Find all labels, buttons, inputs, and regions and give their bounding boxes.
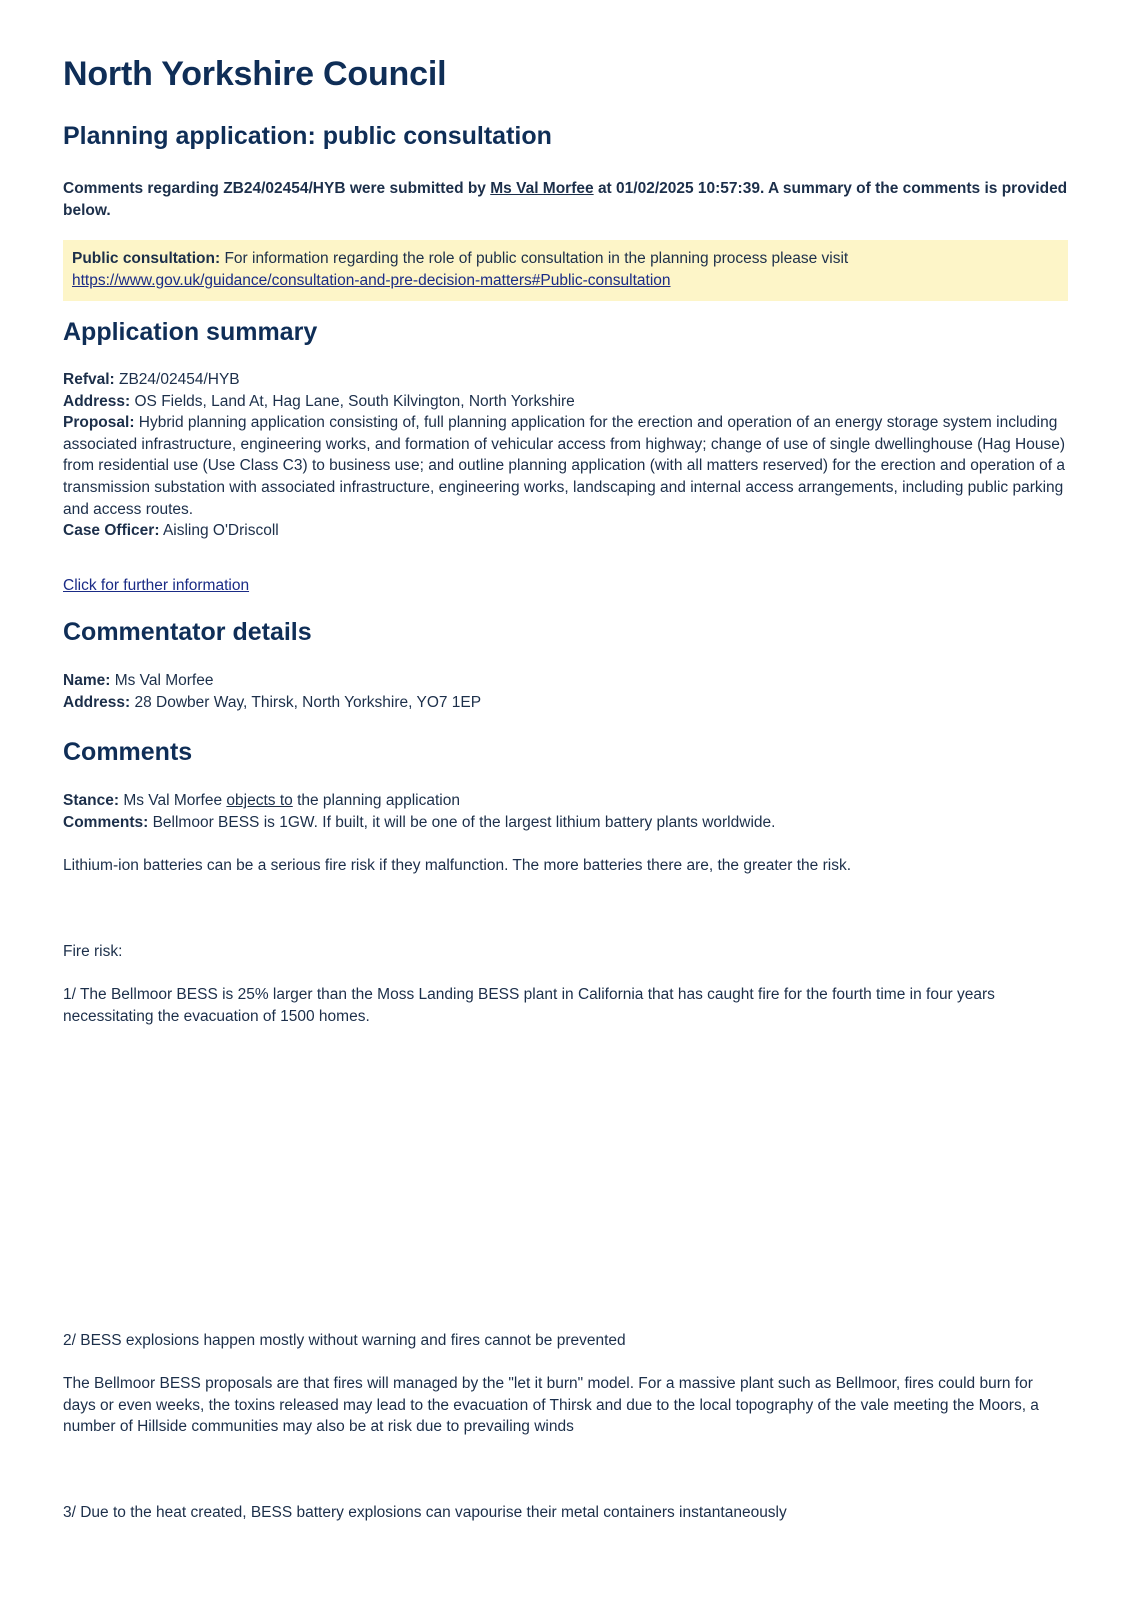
comments-first-text: Bellmoor BESS is 1GW. If built, it will be one of the largest lithium battery plants worldwide.: [152, 813, 776, 831]
intro-suffix: at 01/02/2025 10:57:39. A summary of the comments is provided below.: [63, 180, 1068, 219]
commenter-link[interactable]: Ms Val Morfee: [490, 180, 594, 197]
stance-label: Stance:: [63, 792, 119, 809]
case-officer-row: [63, 520, 1068, 542]
comment-paragraph-3: 3/ Due to the heat created, BESS battery explosions can vapourise their metal containers instantaneously: [63, 1504, 787, 1521]
comments-label: Comments:: [63, 813, 149, 831]
commentator-name-value: Ms Val Morfee: [114, 672, 214, 689]
comment-paragraph-1: 1/ The Bellmoor BESS is 25% larger than the Moss Landing BESS plant in California that has caught fire for the fourth time in four years necessitating the evacuation of 1500 homes.: [63, 986, 995, 1025]
stance-name: Ms Val Morfee: [123, 792, 223, 809]
case-officer-value: Aisling O'Driscoll: [162, 522, 279, 540]
commentator-address-label: Address:: [63, 693, 131, 711]
proposal-value: Hybrid planning application consisting of, full planning application for the erection and operation of an energy storage system including associated infrastructure, engineering works, and formation of vehicular access from highway; change of use of single dwellinghouse (Hag House) from residential use (Use Class C3) to business use; and outline planning application (with all matters reserved) for the erection and operation of a transmission substation with associated infrastructure, engineering works, landscaping and internal access arrangements, including public parking and access routes.: [63, 414, 1066, 518]
case-officer-label: Case Officer:: [63, 522, 160, 540]
commentator-details: [63, 670, 1068, 713]
comments-first-row: [63, 812, 1068, 834]
comments-block: [63, 790, 1068, 833]
application-summary: [63, 369, 1068, 542]
public-consultation-notice: [63, 240, 1068, 301]
commentator-name-row: [63, 670, 1068, 692]
refval-label: Refval:: [63, 371, 115, 388]
further-information-link[interactable]: Click for further information: [63, 577, 250, 594]
address-label: Address:: [63, 392, 131, 410]
commentator-address-value: 28 Dowber Way, Thirsk, North Yorkshire, YO7 1EP: [134, 693, 482, 711]
comment-paragraph-2b: The Bellmoor BESS proposals are that fires will managed by the "let it burn" model. For a massive plant such as Bellmoor, fires could burn for days or even weeks, the toxins released may lead to the evacuation of Thirsk and due to the local topography of the vale meeting the Moors, a number of Hillside communities may also be at risk due to prevailing winds: [63, 1375, 1039, 1436]
intro-statement: [63, 178, 1068, 222]
intro-prefix: Comments regarding ZB24/02454/HYB were submitted by: [63, 180, 486, 197]
stance-suffix: the planning application: [297, 792, 460, 809]
proposal-row: [63, 412, 1068, 520]
council-title: North Yorkshire Council: [63, 55, 447, 93]
application-summary-heading: Application summary: [63, 318, 318, 346]
comment-paragraph-2: 2/ BESS explosions happen mostly without warning and fires cannot be prevented: [63, 1332, 626, 1349]
address-row: [63, 391, 1068, 413]
page-title: Planning application: public consultation: [63, 122, 552, 150]
refval-row: [63, 369, 1068, 391]
consultation-guidance-link[interactable]: https://www.gov.uk/guidance/consultation-and-pre-decision-matters#Public-consultation: [72, 271, 671, 289]
stance-verb: objects to: [226, 792, 293, 809]
notice-text: For information regarding the role of public consultation in the planning process please visit: [224, 250, 849, 267]
commentator-details-heading: Commentator details: [63, 618, 312, 646]
refval-value: ZB24/02454/HYB: [119, 371, 240, 388]
address-value: OS Fields, Land At, Hag Lane, South Kilvington, North Yorkshire: [134, 392, 575, 410]
stance-row: [63, 790, 1068, 812]
comments-heading: Comments: [63, 738, 193, 766]
comment-paragraph-lithium: Lithium-ion batteries can be a serious fire risk if they malfunction. The more batteries there are, the greater the risk.: [63, 857, 852, 874]
commentator-name-label: Name:: [63, 672, 111, 689]
commentator-address-row: [63, 692, 1068, 714]
notice-label: Public consultation:: [72, 250, 221, 267]
comment-paragraph-fire-risk: Fire risk:: [63, 943, 123, 960]
proposal-label: Proposal:: [63, 414, 135, 432]
